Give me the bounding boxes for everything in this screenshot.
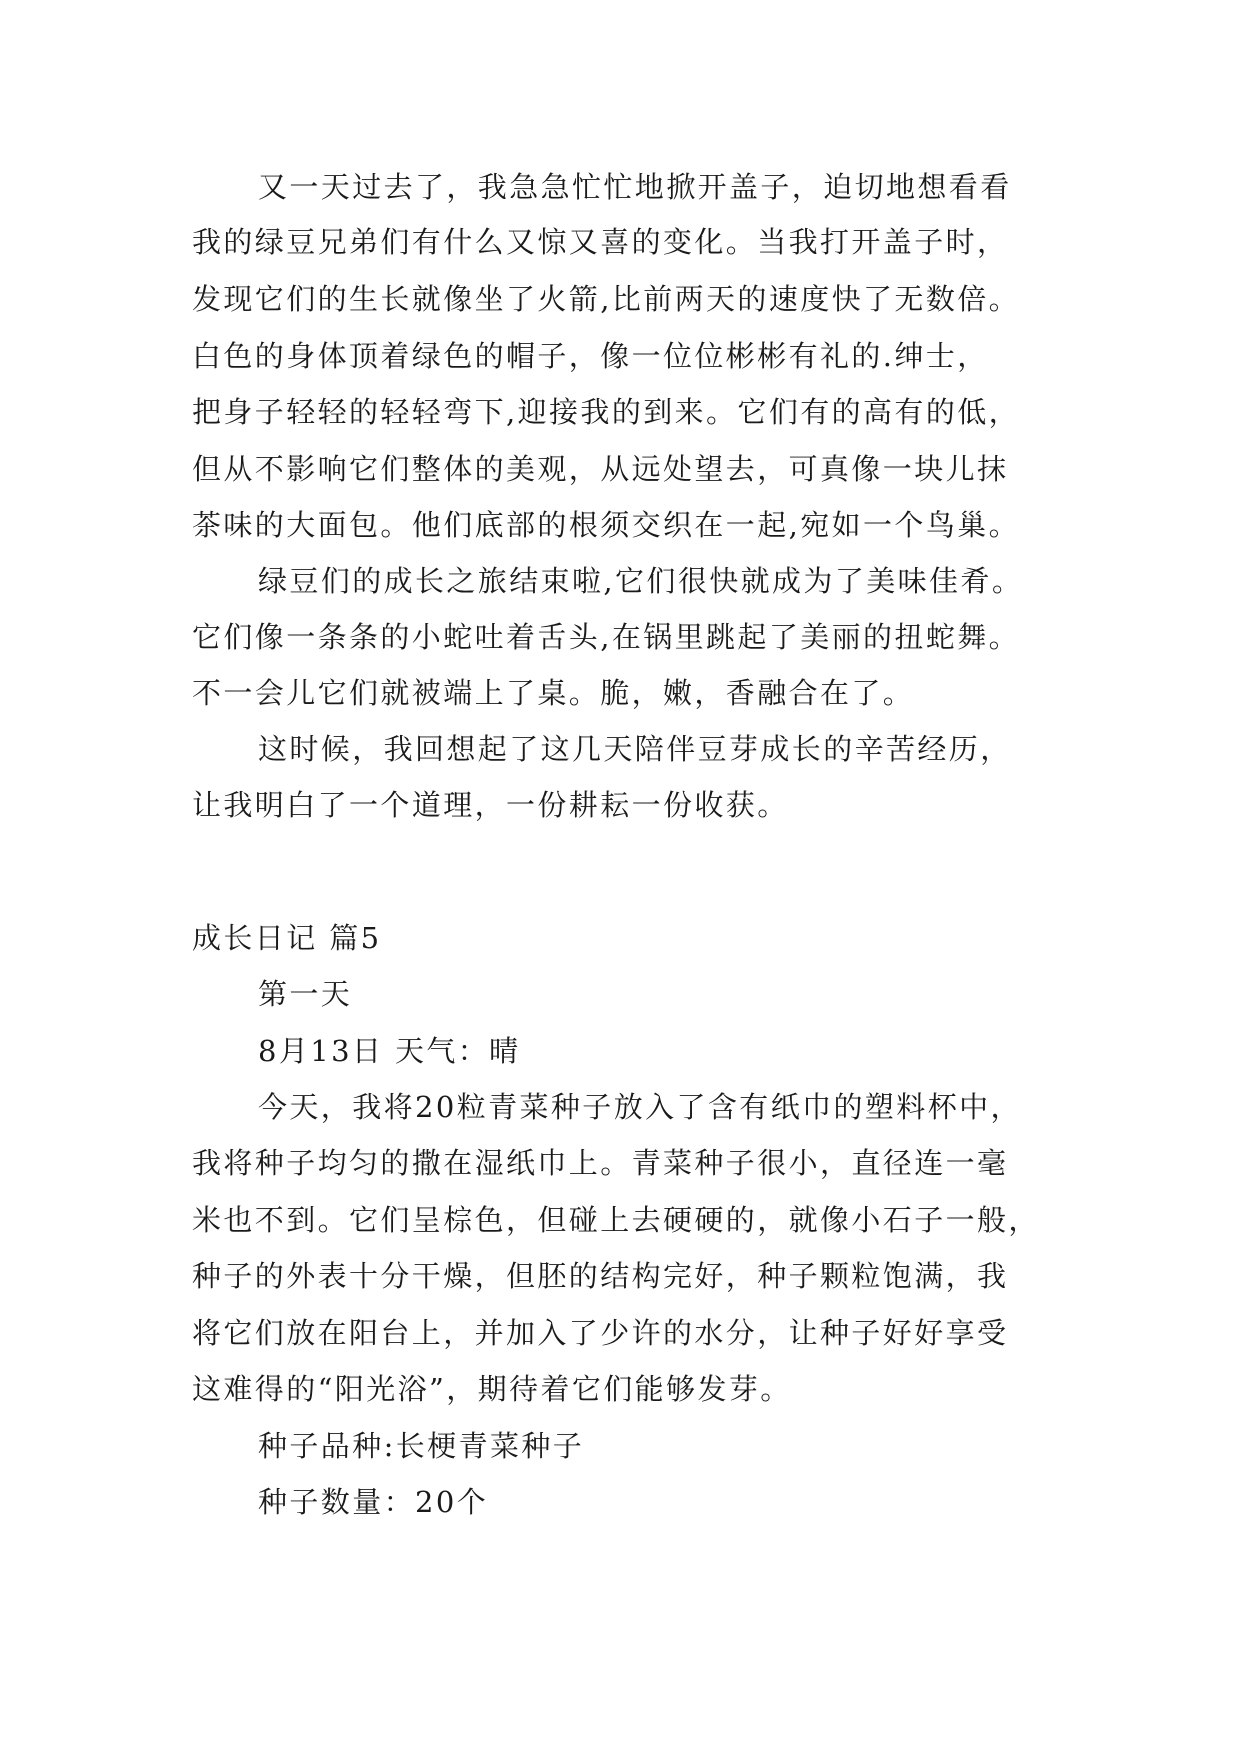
text-line: 又一天过去了，我急急忙忙地掀开盖子，迫切地想看看 bbox=[258, 170, 1012, 204]
text-line: 我将种子均匀的撒在湿纸巾上。青菜种子很小，直径连一毫 bbox=[192, 1146, 1009, 1180]
text-line: 将它们放在阳台上，并加入了少许的水分，让种子好好享受 bbox=[192, 1316, 1009, 1350]
text-line: 让我明白了一个道理，一份耕耘一份收获。 bbox=[192, 788, 789, 822]
text-line: 米也不到。它们呈棕色，但碰上去硬硬的，就像小石子一般， bbox=[192, 1203, 1040, 1237]
text-line: 发现它们的生长就像坐了火箭,比前两天的速度快了无数倍。 bbox=[192, 282, 1021, 316]
text-line: 今天，我将20粒青菜种子放入了含有纸巾的塑料杯中， bbox=[258, 1090, 1022, 1124]
text-line: 第一天 bbox=[258, 977, 353, 1011]
text-line: 这难得的“阳光浴”，期待着它们能够发芽。 bbox=[192, 1372, 792, 1406]
text-line: 白色的身体顶着绿色的帽子，像一位位彬彬有礼的.绅士， bbox=[192, 339, 989, 373]
text-line: 但从不影响它们整体的美观，从远处望去，可真像一块儿抹 bbox=[192, 452, 1009, 486]
date-weather-line: 8月13日 天气：晴 bbox=[258, 1034, 521, 1068]
text-line: 绿豆们的成长之旅结束啦,它们很快就成为了美味佳肴。 bbox=[258, 564, 1024, 598]
text-line: 把身子轻轻的轻轻弯下,迎接我的到来。它们有的高有的低， bbox=[192, 395, 1021, 429]
text-line: 它们像一条条的小蛇吐着舌头,在锅里跳起了美丽的扭蛇舞。 bbox=[192, 620, 1021, 654]
text-line: 茶味的大面包。他们底部的根须交织在一起,宛如一个鸟巢。 bbox=[192, 508, 1021, 542]
text-line: 种子品种:长梗青菜种子 bbox=[258, 1429, 585, 1463]
text-line: 种子数量：20个 bbox=[258, 1485, 489, 1519]
text-line: 我的绿豆兄弟们有什么又惊又喜的变化。当我打开盖子时， bbox=[192, 225, 1009, 259]
text-line: 这时候，我回想起了这几天陪伴豆芽成长的辛苦经历， bbox=[258, 732, 1012, 766]
text-line: 种子的外表十分干燥，但胚的结构完好，种子颗粒饱满，我 bbox=[192, 1259, 1009, 1293]
section-heading: 成长日记 篇5 bbox=[192, 921, 382, 955]
text-line: 不一会儿它们就被端上了桌。脆，嫩，香融合在了。 bbox=[192, 676, 915, 710]
